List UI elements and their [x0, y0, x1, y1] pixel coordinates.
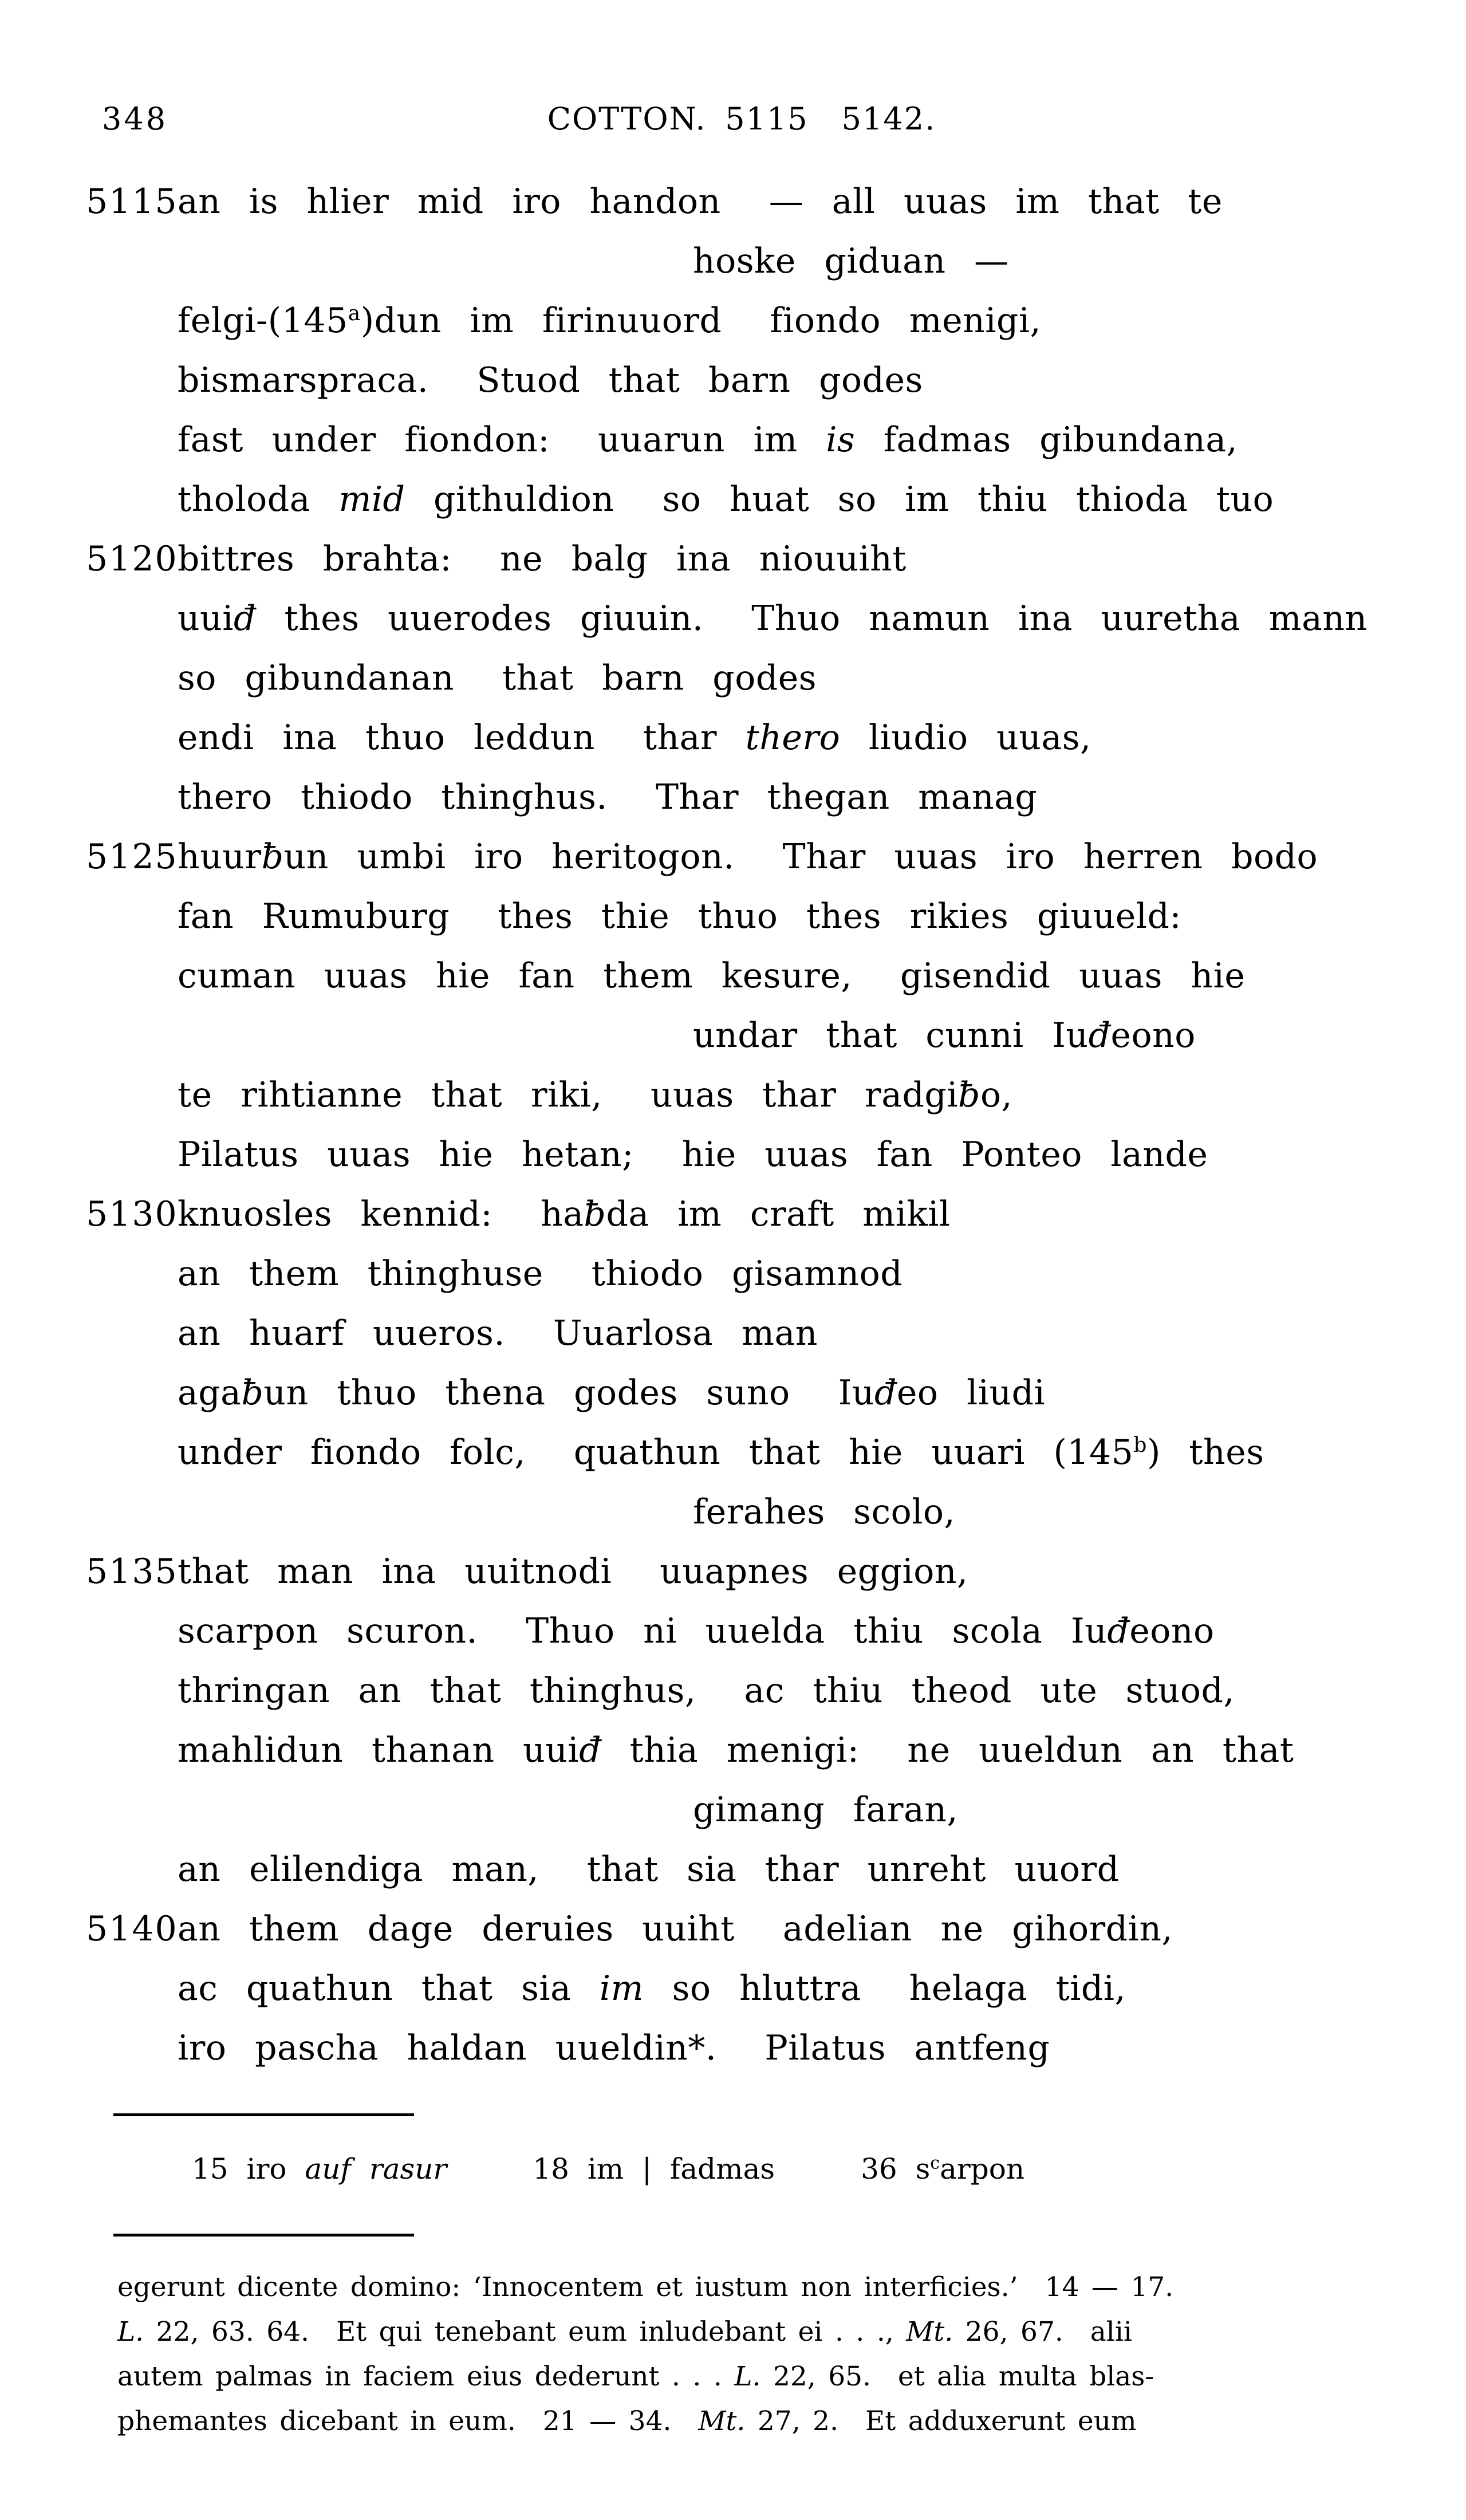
text-run: un thuo thena godes suno	[263, 1373, 790, 1413]
text-run: uuapnes eggion,	[660, 1552, 968, 1592]
text-run: o,	[980, 1075, 1013, 1115]
italic-run: ƀ	[261, 837, 284, 877]
footnote-line	[117, 2399, 1173, 2444]
text-run: ac thiu theod ute stuod,	[744, 1671, 1235, 1711]
header-title-right: 5142.	[841, 101, 936, 137]
italic-run: mid	[338, 479, 405, 519]
verse-line	[86, 1006, 1368, 1065]
verse-line	[86, 1363, 1368, 1423]
text-run: under fiondo folc,	[178, 1432, 526, 1472]
text-run: thero thiodo thinghus.	[178, 777, 608, 817]
italic-run: ƀ	[584, 1194, 606, 1234]
text-run: thar	[643, 718, 746, 758]
italic-run: auf rasur	[305, 2152, 447, 2186]
text-run: so huat so im thiu thioda tuo	[662, 479, 1274, 519]
verse-line	[86, 231, 1368, 291]
verse-number: 5140	[86, 1909, 178, 1949]
text-run: eo liudi	[896, 1373, 1046, 1413]
verse-line	[86, 1959, 1368, 2018]
verse-line	[86, 1065, 1368, 1125]
text-run: scarpon scuron.	[178, 1611, 478, 1651]
text-run: fast under fiondon:	[178, 420, 550, 460]
verse-number: 5120	[86, 539, 178, 579]
text-run: mahlidun thanan uui	[178, 1730, 580, 1770]
text-run: so gibundanan	[178, 658, 455, 698]
text-run: uuarun im	[597, 420, 826, 460]
verse-line	[86, 529, 1368, 589]
superscript-run: a	[348, 302, 361, 325]
verse-line	[86, 470, 1368, 529]
italic-run: is	[826, 420, 856, 460]
verse-number: 5115	[86, 182, 178, 222]
text-run: thiodo gisamnod	[591, 1254, 903, 1294]
text-run: githuldion	[405, 479, 614, 519]
text-run: — all uuas im that te	[769, 182, 1223, 222]
text-run: Thuo ni uuelda thiu scola Iu	[526, 1611, 1108, 1651]
verse-line	[86, 1899, 1368, 1959]
superscript-run: b	[1133, 1434, 1147, 1457]
text-run: bismarspraca.	[178, 360, 429, 400]
text-run: adelian ne gihordin,	[782, 1909, 1173, 1949]
text-run: aga	[178, 1373, 242, 1413]
italic-run: thero	[745, 718, 841, 758]
text-run: that barn godes	[502, 658, 817, 698]
text-run: fiondo menigi,	[770, 301, 1042, 341]
header-title-left: COTTON. 5115	[547, 101, 809, 137]
verse-line	[86, 887, 1368, 946]
text-run: iro pascha haldan uueldin*.	[178, 2028, 717, 2068]
verse-line	[86, 589, 1368, 648]
divider-rule-top	[113, 2113, 414, 2116]
text-run: thes thie thuo thes rikies giuueld:	[498, 896, 1182, 936]
text-run: eono	[1110, 1015, 1196, 1056]
text-run: hie uuas fan Ponteo lande	[681, 1135, 1208, 1175]
footnote-line	[117, 2310, 1173, 2354]
italic-run: đ	[874, 1373, 897, 1413]
verse-line	[86, 1780, 1368, 1840]
text-run: 27, 2. Et adduxerunt eum	[745, 2405, 1137, 2437]
text-run: gimang faran,	[693, 1790, 959, 1830]
italic-run: ƀ	[241, 1373, 264, 1413]
verse-line	[86, 1244, 1368, 1304]
text-run: egerunt dicente domino: ‘Innocentem et iustum non interficies.’ 14 — 17.	[117, 2271, 1174, 2303]
verse-text-block	[86, 172, 1368, 2078]
verse-number: 5135	[86, 1552, 178, 1592]
text-run: felgi-(145	[178, 301, 348, 341]
verse-line	[86, 351, 1368, 410]
text-run: )dun im firinuuord	[360, 301, 722, 341]
text-run: an them dage deruies uuiht	[178, 1909, 735, 1949]
text-run: so hluttra	[644, 1968, 861, 2009]
text-run: an is hlier mid iro handon	[178, 182, 721, 222]
verse-line	[86, 1542, 1368, 1601]
italic-run: Mt.	[906, 2316, 953, 2348]
verse-line	[86, 648, 1368, 708]
text-run: ne uueldun an that	[907, 1730, 1294, 1770]
verse-line	[86, 172, 1368, 231]
italic-run: Mt.	[698, 2405, 746, 2437]
verse-line	[86, 291, 1368, 351]
text-run: Thar thegan manag	[655, 777, 1038, 817]
text-run: Uuarlosa man	[553, 1313, 818, 1353]
footnote-line	[117, 2354, 1173, 2399]
text-run: ac quathun that sia	[178, 1968, 600, 2009]
text-run: ferahes scolo,	[693, 1492, 956, 1532]
verse-line	[86, 1840, 1368, 1899]
verse-line	[86, 1661, 1368, 1720]
text-run: eono	[1129, 1611, 1215, 1651]
text-run: Iu	[838, 1373, 874, 1413]
verse-line	[86, 1304, 1368, 1363]
text-run: that man ina uuitnodi	[178, 1552, 612, 1592]
text-run: ha	[541, 1194, 584, 1234]
italic-run: đ	[579, 1730, 602, 1770]
verse-line	[86, 410, 1368, 470]
text-run: gisendid uuas hie	[900, 956, 1246, 996]
text-run: 22, 65. et alia multa blas-	[760, 2361, 1154, 2392]
footnote-line	[117, 2265, 1173, 2310]
text-run: Thuo namun ina uuretha mann	[751, 598, 1368, 639]
text-run: Pilatus antfeng	[764, 2028, 1050, 2068]
text-run: 15 iro	[192, 2152, 305, 2186]
verse-line	[86, 1125, 1368, 1184]
text-run: autem palmas in faciem eius dederunt . . .	[117, 2361, 735, 2392]
verse-line	[86, 1482, 1368, 1542]
footnote-block	[117, 2265, 1173, 2444]
text-run: that sia thar unreht uuord	[586, 1849, 1120, 1889]
apparatus-line	[192, 2137, 1024, 2200]
text-run: an elilendiga man,	[178, 1849, 539, 1889]
text-run: un umbi iro heritogon.	[283, 837, 735, 877]
text-run: hoske giduan —	[693, 241, 1009, 281]
text-run: fan Rumuburg	[178, 896, 450, 936]
text-run: quathun that hie uuari (145	[573, 1432, 1134, 1472]
running-header	[86, 96, 1397, 142]
text-run: liudio uuas,	[840, 718, 1091, 758]
verse-line	[86, 1601, 1368, 1661]
verse-number: 5125	[86, 837, 178, 877]
italic-run: đ	[233, 598, 256, 639]
italic-run: L.	[734, 2361, 761, 2392]
italic-run: im	[599, 1968, 644, 2009]
text-run: huur	[178, 837, 262, 877]
text-run: ne balg ina niouuiht	[499, 539, 907, 579]
text-run: da im craft mikil	[606, 1194, 951, 1234]
text-run: arpon	[940, 2152, 1025, 2186]
verse-line	[86, 1184, 1368, 1244]
verse-line	[86, 1423, 1368, 1482]
verse-line	[86, 946, 1368, 1006]
text-run: bittres brahta:	[178, 539, 452, 579]
verse-line	[86, 2018, 1368, 2078]
text-run: te rihtianne that riki,	[178, 1075, 602, 1115]
page-number: 348	[102, 101, 168, 137]
text-run: 36 s	[861, 2152, 931, 2186]
text-run: 22, 63. 64. Et qui tenebant eum inludebant ei . . .,	[144, 2316, 907, 2348]
header-title	[86, 96, 1397, 142]
text-run: knuosles kennid:	[178, 1194, 493, 1234]
divider-rule-bottom	[113, 2234, 414, 2236]
text-run: uui	[178, 598, 234, 639]
text-run: phemantes dicebant in eum. 21 — 34.	[117, 2405, 699, 2437]
italic-run: đ	[1107, 1611, 1130, 1651]
italic-run: đ	[1088, 1015, 1111, 1056]
italic-run: ƀ	[958, 1075, 980, 1115]
italic-run: L.	[117, 2316, 144, 2348]
text-run: fadmas gibundana,	[855, 420, 1238, 460]
text-run: thringan an that thinghus,	[178, 1671, 696, 1711]
text-run: Stuod that barn godes	[476, 360, 923, 400]
text-run: an huarf uueros.	[178, 1313, 505, 1353]
text-run: thes uuerodes giuuin.	[255, 598, 704, 639]
verse-line	[86, 827, 1368, 887]
text-run: 26, 67. alii	[953, 2316, 1132, 2348]
verse-number: 5130	[86, 1194, 178, 1234]
text-run: thia menigi:	[601, 1730, 860, 1770]
text-run: ) thes	[1146, 1432, 1264, 1472]
text-run: endi ina thuo leddun	[178, 718, 595, 758]
verse-line	[86, 767, 1368, 827]
text-run: helaga tidi,	[909, 1968, 1126, 2009]
text-run: 18 im | fadmas	[533, 2152, 775, 2186]
text-run: an them thinghuse	[178, 1254, 543, 1294]
text-run: undar that cunni Iu	[693, 1015, 1089, 1056]
superscript-run: c	[930, 2153, 940, 2174]
verse-line	[86, 1720, 1368, 1780]
text-run: cuman uuas hie fan them kesure,	[178, 956, 852, 996]
text-run: uuas thar radgi	[650, 1075, 959, 1115]
verse-line	[86, 708, 1368, 767]
text-run: tholoda	[178, 479, 339, 519]
text-run: Thar uuas iro herren bodo	[782, 837, 1318, 877]
text-run: Pilatus uuas hie hetan;	[178, 1135, 634, 1175]
